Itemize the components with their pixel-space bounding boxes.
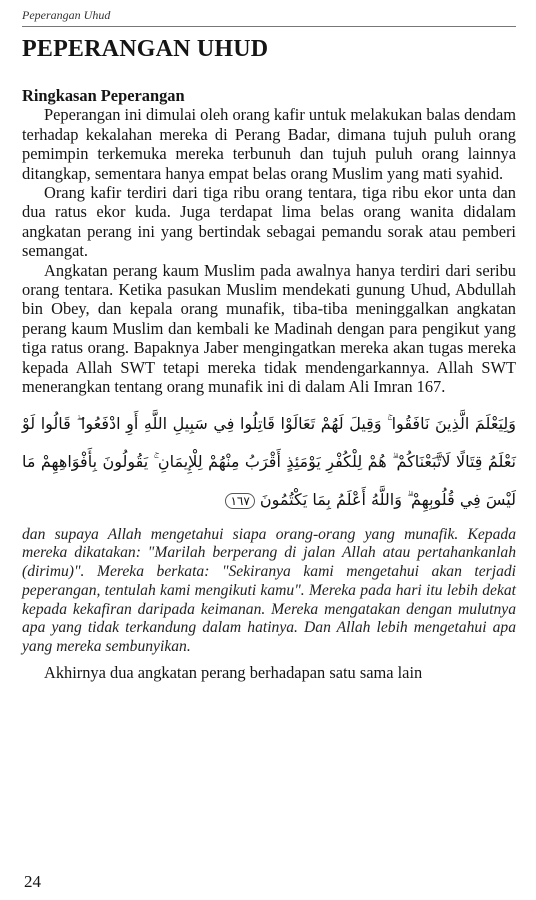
quran-verse-arabic (22, 405, 516, 520)
page-content (22, 86, 516, 682)
body-paragraph: Peperangan ini dimulai oleh orang kafir untuk melakukan balas dendam terhadap kekalahan mereka di Perang Badar, dimana tujuh puluh orang pemimpin terkemuka mereka terbunuh dan tujuh puluh orang lainnya ditangkap, sementara hanya empat belas orang Muslim yang mati syahid. (22, 105, 516, 183)
running-header: Peperangan Uhud (22, 8, 516, 27)
body-paragraph: Angkatan perang kaum Muslim pada awalnya hanya terdiri dari seribu orang tentara. Ketika pasukan Muslim mendekati gunung Uhud, Abdullah bin Obey, dan kepala orang munafik, tiba-tiba meninggalkan angkatan perang kaum Muslim dan kembali ke Madinah dengan para pengikut yang tiga ratus orang. Bapaknya Jaber mengingatkan mereka akan tugas mereka kepada Allah SWT tetapi mereka tidak mendengarkannya. Allah SWT menerangkan tentang orang munafik ini di dalam Ali Imran 167. (22, 260, 516, 397)
arabic-verse-text: وَلِيَعْلَمَ الَّذِينَ نَافَقُوا ۚ وَقِيلَ لَهُمْ تَعَالَوْا قَاتِلُوا فِي سَبِيلِ اللَّهِ أَوِ ادْفَعُوا ۖ قَالُوا لَوْ نَعْلَمُ قِتَالًا لَاتَّبَعْنَاكُمْ ۗ هُمْ لِلْكُفْرِ يَوْمَئِذٍ أَقْرَبُ مِنْهُمْ لِلْإِيمَانِ ۚ يَقُولُونَ بِأَفْوَاهِهِمْ مَا لَيْسَ فِي قُلُوبِهِمْ ۗ وَاللَّهُ أَعْلَمُ بِمَا يَكْتُمُونَ (22, 413, 517, 509)
body-paragraph: Orang kafir terdiri dari tiga ribu orang tentara, tiga ribu ekor unta dan dua ratus ekor kuda. Juga terdapat lima belas orang wanita didalam angkatan perang ini yang bertindak sebagai pemandu sorak atau pemberi semangat. (22, 183, 516, 261)
page-number: 24 (24, 872, 41, 891)
section-heading: Ringkasan Peperangan (22, 86, 185, 105)
ayah-number-marker: ١٦٧ (225, 493, 254, 509)
body-paragraph: Akhirnya dua angkatan perang berhadapan satu sama lain (44, 663, 423, 683)
chapter-title: PEPERANGAN UHUD (22, 36, 269, 62)
verse-translation: dan supaya Allah mengetahui siapa orang-orang yang munafik. Kepada mereka dikatakan: "Marilah berperang di jalan Allah atau pertahankanlah (dirimu)". Mereka berkata: "Sekiranya kami mengetahui akan terjadi peperangan, tentulah kami mengikuti kamu". Mereka pada hari itu lebih dekat kepada kekafiran daripada keimanan. Mereka mengatakan dengan mulutnya apa yang tidak terkandung dalam hatinya. Dan Allah lebih mengetahui apa yang mereka sembunyikan. (22, 525, 516, 656)
